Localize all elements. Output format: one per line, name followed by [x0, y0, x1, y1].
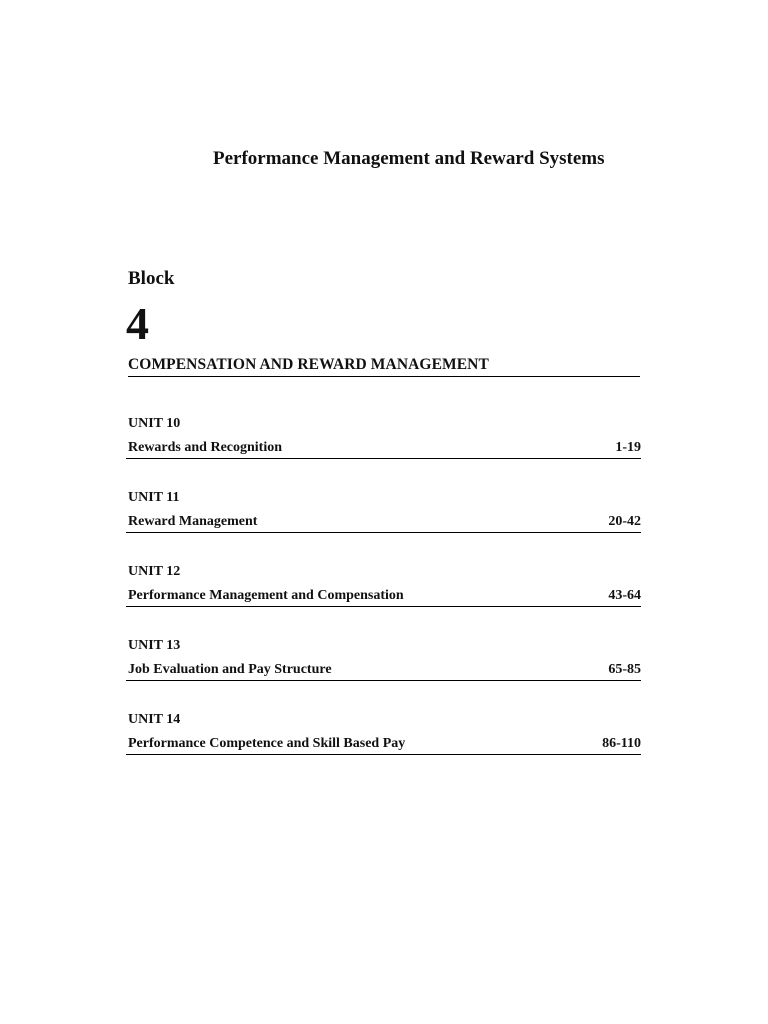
- unit-entry-13: [128, 638, 641, 712]
- unit-row: [126, 440, 641, 459]
- unit-label: UNIT 14: [128, 712, 181, 727]
- unit-row: [126, 588, 641, 607]
- unit-page-range: 20-42: [608, 514, 641, 529]
- unit-row: [126, 514, 641, 533]
- unit-entry-10: [128, 416, 641, 490]
- unit-title: Reward Management: [128, 514, 258, 529]
- unit-label: UNIT 10: [128, 416, 181, 431]
- unit-title: Job Evaluation and Pay Structure: [128, 662, 332, 677]
- block-label: Block: [128, 268, 175, 289]
- unit-title: Performance Competence and Skill Based Pay: [128, 736, 406, 751]
- block-heading: COMPENSATION AND REWARD MANAGEMENT: [128, 356, 640, 377]
- unit-title: Rewards and Recognition: [128, 440, 283, 455]
- unit-label: UNIT 12: [128, 564, 181, 579]
- unit-title: Performance Management and Compensation: [128, 588, 404, 603]
- unit-row: [126, 736, 641, 755]
- unit-entry-12: [128, 564, 641, 638]
- unit-page-range: 43-64: [608, 588, 641, 603]
- unit-label: UNIT 11: [128, 490, 180, 505]
- unit-entry-14: [128, 712, 641, 786]
- unit-page-range: 65-85: [608, 662, 641, 677]
- unit-label: UNIT 13: [128, 638, 181, 653]
- units-list: [128, 416, 641, 786]
- document-title: Performance Management and Reward Systems: [213, 148, 605, 169]
- unit-page-range: 86-110: [602, 736, 641, 751]
- unit-entry-11: [128, 490, 641, 564]
- unit-page-range: 1-19: [615, 440, 641, 455]
- block-number: 4: [126, 298, 149, 349]
- unit-row: [126, 662, 641, 681]
